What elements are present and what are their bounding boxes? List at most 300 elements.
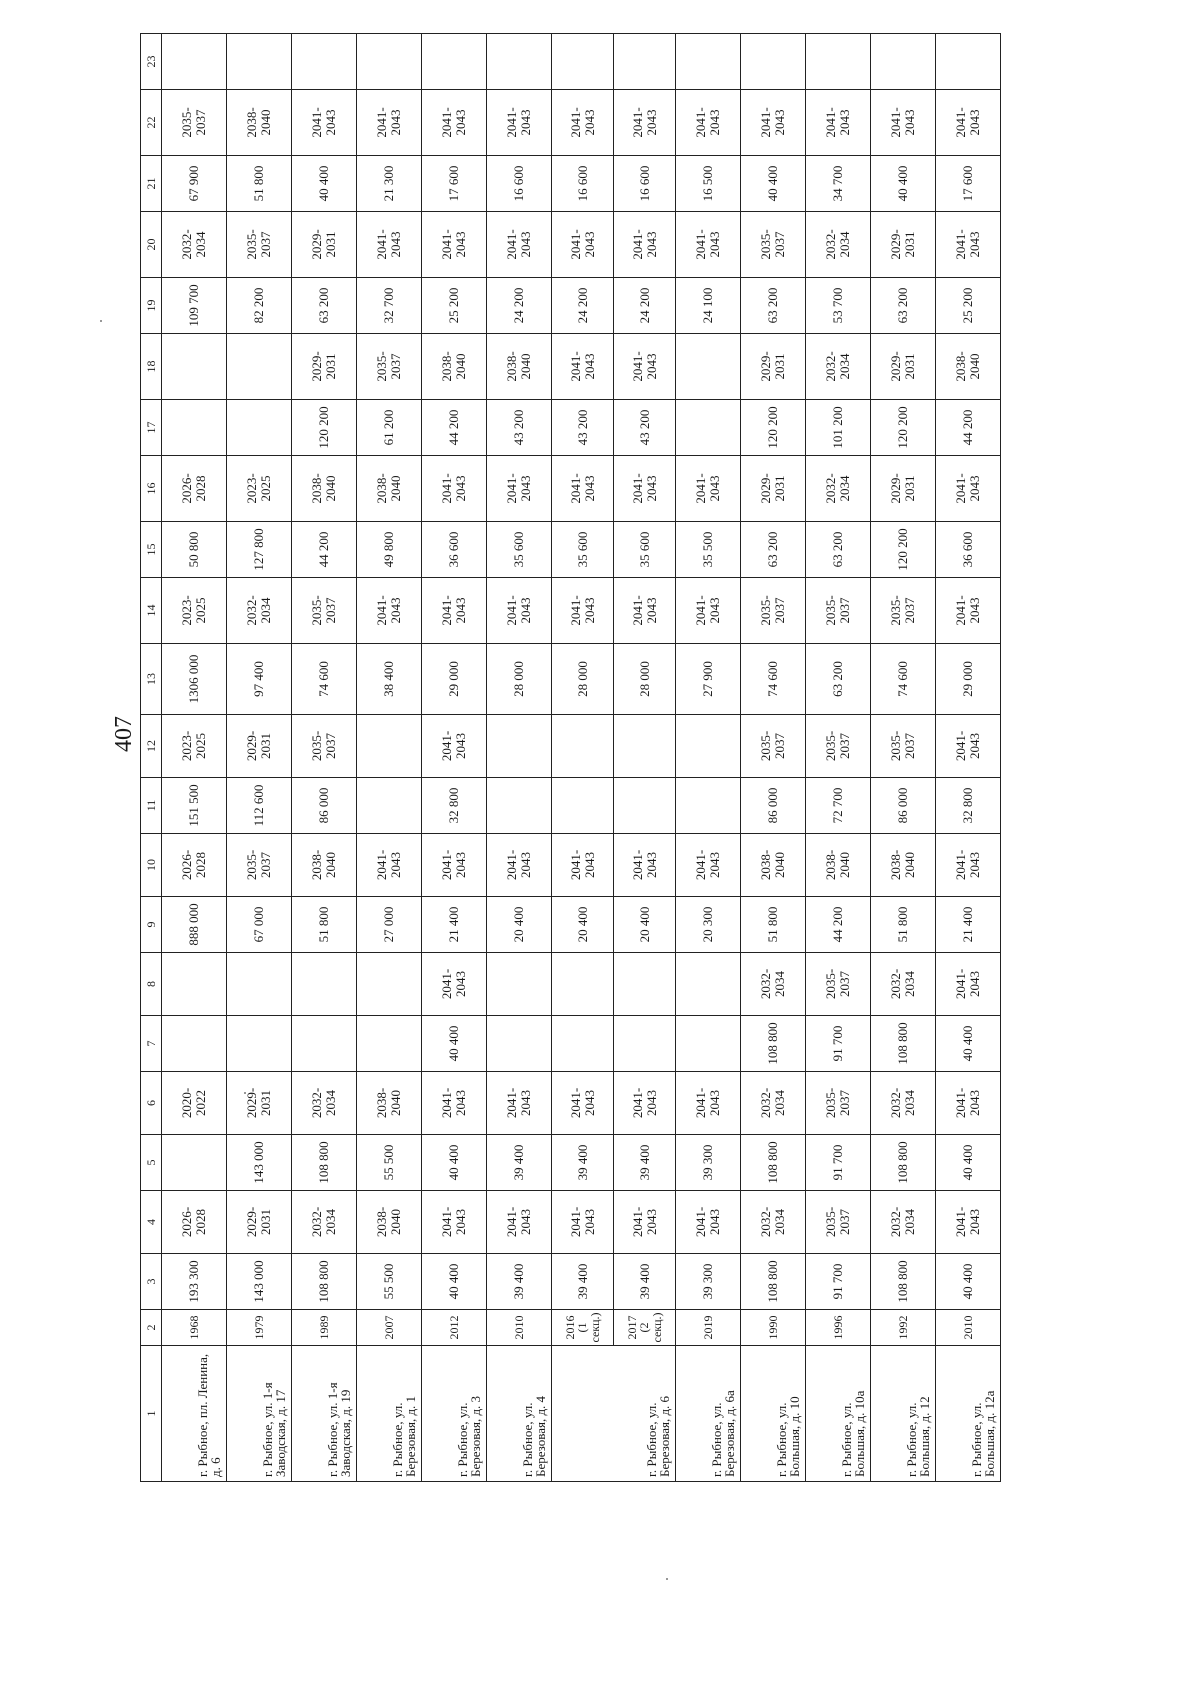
data-cell: 112 600 xyxy=(227,778,292,834)
data-cell: 2041- 2043 xyxy=(487,578,552,644)
data-cell: 39 400 xyxy=(614,1135,676,1191)
data-cell: 2023- 2025 xyxy=(227,456,292,522)
data-cell: 2035- 2037 xyxy=(806,578,871,644)
data-cell: 63 200 xyxy=(806,522,871,578)
data-cell: 55 500 xyxy=(357,1254,422,1310)
data-cell xyxy=(357,715,422,778)
data-cell: 36 600 xyxy=(936,522,1001,578)
data-cell: 91 700 xyxy=(806,1016,871,1072)
data-cell: 2035- 2037 xyxy=(806,715,871,778)
table-row xyxy=(357,34,422,1482)
data-cell xyxy=(552,34,614,90)
column-number: 9 xyxy=(141,897,162,953)
data-cell xyxy=(552,953,614,1016)
data-cell: 2035- 2037 xyxy=(227,834,292,897)
data-cell: 2038- 2040 xyxy=(871,834,936,897)
table-row xyxy=(552,34,614,1482)
data-cell: 61 200 xyxy=(357,400,422,456)
data-cell: 101 200 xyxy=(806,400,871,456)
data-cell xyxy=(676,715,741,778)
data-cell: 2041- 2043 xyxy=(676,1072,741,1135)
column-number: 19 xyxy=(141,278,162,334)
data-cell: 2041- 2043 xyxy=(357,90,422,156)
data-cell: 143 000 xyxy=(227,1135,292,1191)
data-cell: 2029- 2031 xyxy=(227,1191,292,1254)
data-cell: 38 400 xyxy=(357,644,422,715)
data-cell: 39 400 xyxy=(487,1135,552,1191)
data-cell xyxy=(806,34,871,90)
data-cell: 2041- 2043 xyxy=(487,212,552,278)
data-cell: 91 700 xyxy=(806,1254,871,1310)
data-cell: 50 800 xyxy=(162,522,227,578)
data-cell xyxy=(614,778,676,834)
data-cell: 63 200 xyxy=(292,278,357,334)
data-cell: 40 400 xyxy=(871,156,936,212)
data-cell: 143 000 xyxy=(227,1254,292,1310)
column-number: 2 xyxy=(141,1310,162,1346)
data-cell: 2029- 2031 xyxy=(227,1072,292,1135)
column-number: 4 xyxy=(141,1191,162,1254)
data-cell: 40 400 xyxy=(936,1254,1001,1310)
column-number: 18 xyxy=(141,334,162,400)
data-cell: 2041- 2043 xyxy=(422,1072,487,1135)
year-cell: 2007 xyxy=(357,1310,422,1346)
column-number: 6 xyxy=(141,1072,162,1135)
data-cell: 2041- 2043 xyxy=(422,456,487,522)
data-cell: 21 400 xyxy=(936,897,1001,953)
data-cell xyxy=(162,34,227,90)
data-cell: 2035- 2037 xyxy=(806,953,871,1016)
year-cell: 1979 xyxy=(227,1310,292,1346)
data-cell: 2041- 2043 xyxy=(422,953,487,1016)
data-cell: 108 800 xyxy=(871,1254,936,1310)
data-cell xyxy=(162,953,227,1016)
table-row xyxy=(422,34,487,1482)
data-cell: 72 700 xyxy=(806,778,871,834)
data-cell: 39 400 xyxy=(552,1254,614,1310)
data-cell: 24 200 xyxy=(487,278,552,334)
data-cell: 39 300 xyxy=(676,1254,741,1310)
data-cell xyxy=(162,1016,227,1072)
data-cell: 120 200 xyxy=(871,400,936,456)
data-cell: 2038- 2040 xyxy=(806,834,871,897)
year-cell: 2010 xyxy=(936,1310,1001,1346)
data-cell: 2032- 2034 xyxy=(806,212,871,278)
column-number: 7 xyxy=(141,1016,162,1072)
data-cell xyxy=(162,334,227,400)
data-cell: 2041- 2043 xyxy=(487,834,552,897)
data-cell: 74 600 xyxy=(292,644,357,715)
column-number: 16 xyxy=(141,456,162,522)
data-cell: 2041- 2043 xyxy=(422,212,487,278)
data-cell: 40 400 xyxy=(936,1135,1001,1191)
page-number: 407 xyxy=(111,716,137,752)
data-cell: 2038- 2040 xyxy=(357,456,422,522)
data-cell xyxy=(614,953,676,1016)
data-cell: 2032- 2034 xyxy=(741,1072,806,1135)
year-cell: 1990 xyxy=(741,1310,806,1346)
data-cell xyxy=(676,953,741,1016)
year-cell: 2019 xyxy=(676,1310,741,1346)
data-cell: 16 600 xyxy=(487,156,552,212)
data-cell: 53 700 xyxy=(806,278,871,334)
data-cell: 24 200 xyxy=(552,278,614,334)
data-cell: 17 600 xyxy=(936,156,1001,212)
data-cell: 2023- 2025 xyxy=(162,578,227,644)
data-cell: 91 700 xyxy=(806,1135,871,1191)
data-cell: 108 800 xyxy=(871,1016,936,1072)
data-cell: 28 000 xyxy=(552,644,614,715)
data-cell: 2035- 2037 xyxy=(806,1072,871,1135)
address-cell: г. Рыбное, ул. 1-я Заводская, д. 19 xyxy=(292,1346,357,1482)
data-cell: 2035- 2037 xyxy=(871,578,936,644)
year-cell: 1996 xyxy=(806,1310,871,1346)
data-cell: 2032- 2034 xyxy=(806,456,871,522)
data-cell: 63 200 xyxy=(806,644,871,715)
data-cell: 120 200 xyxy=(871,522,936,578)
column-number: 10 xyxy=(141,834,162,897)
address-cell: г. Рыбное, ул. Большая, д. 10а xyxy=(806,1346,871,1482)
year-cell: 1989 xyxy=(292,1310,357,1346)
data-cell: 35 600 xyxy=(552,522,614,578)
data-cell: 32 700 xyxy=(357,278,422,334)
data-cell: 2035- 2037 xyxy=(357,334,422,400)
data-cell: 2041- 2043 xyxy=(552,334,614,400)
data-cell xyxy=(552,715,614,778)
data-cell: 2041- 2043 xyxy=(936,1072,1001,1135)
data-cell: 193 300 xyxy=(162,1254,227,1310)
data-cell: 24 200 xyxy=(614,278,676,334)
year-cell: 2012 xyxy=(422,1310,487,1346)
data-cell: 67 900 xyxy=(162,156,227,212)
data-cell xyxy=(552,778,614,834)
data-cell xyxy=(676,334,741,400)
data-cell xyxy=(227,34,292,90)
data-cell: 86 000 xyxy=(741,778,806,834)
data-cell: 67 000 xyxy=(227,897,292,953)
address-cell: г. Рыбное, ул. 1-я Заводская, д. 17 xyxy=(227,1346,292,1482)
data-cell: 2041- 2043 xyxy=(357,212,422,278)
column-number: 13 xyxy=(141,644,162,715)
data-cell: 2038- 2040 xyxy=(227,90,292,156)
data-cell: 2038- 2040 xyxy=(741,834,806,897)
data-cell: 2041- 2043 xyxy=(806,90,871,156)
data-cell: 2041- 2043 xyxy=(936,953,1001,1016)
data-cell: 2038- 2040 xyxy=(292,834,357,897)
data-cell: 2041- 2043 xyxy=(871,90,936,156)
data-cell: 2041- 2043 xyxy=(552,1072,614,1135)
table-row xyxy=(741,34,806,1482)
table-row xyxy=(806,34,871,1482)
data-cell: 51 800 xyxy=(871,897,936,953)
data-cell xyxy=(487,1016,552,1072)
data-cell: 2035- 2037 xyxy=(227,212,292,278)
data-cell: 74 600 xyxy=(741,644,806,715)
table-row xyxy=(487,34,552,1482)
data-cell xyxy=(357,1016,422,1072)
data-cell: 24 100 xyxy=(676,278,741,334)
data-cell: 16 600 xyxy=(552,156,614,212)
data-cell: 40 400 xyxy=(422,1016,487,1072)
data-cell: 108 800 xyxy=(292,1254,357,1310)
data-cell: 16 500 xyxy=(676,156,741,212)
address-cell: г. Рыбное, пл. Ленина, д. 6 xyxy=(162,1346,227,1482)
data-cell: 55 500 xyxy=(357,1135,422,1191)
data-cell: 2041- 2043 xyxy=(614,1191,676,1254)
data-cell xyxy=(162,1135,227,1191)
data-cell: 16 600 xyxy=(614,156,676,212)
data-cell: 36 600 xyxy=(422,522,487,578)
data-cell: 120 200 xyxy=(292,400,357,456)
data-cell: 108 800 xyxy=(871,1135,936,1191)
data-cell: 2029- 2031 xyxy=(227,715,292,778)
data-cell: 2041- 2043 xyxy=(936,90,1001,156)
data-cell: 2038- 2040 xyxy=(357,1191,422,1254)
data-cell: 2041- 2043 xyxy=(552,834,614,897)
data-cell: 2032- 2034 xyxy=(292,1072,357,1135)
data-cell: 2029- 2031 xyxy=(871,212,936,278)
address-cell: г. Рыбное, ул. Большая, д. 12 xyxy=(871,1346,936,1482)
data-cell: 28 000 xyxy=(614,644,676,715)
address-cell: г. Рыбное, ул. Большая, д. 12а xyxy=(936,1346,1001,1482)
data-cell: 2035- 2037 xyxy=(162,90,227,156)
data-cell: 2041- 2043 xyxy=(614,456,676,522)
data-cell: 39 400 xyxy=(614,1254,676,1310)
data-cell xyxy=(936,34,1001,90)
column-number: 17 xyxy=(141,400,162,456)
data-cell: 63 200 xyxy=(741,522,806,578)
year-cell: 2010 xyxy=(487,1310,552,1346)
data-cell xyxy=(676,778,741,834)
data-cell: 2032- 2034 xyxy=(806,334,871,400)
data-cell xyxy=(292,34,357,90)
data-cell: 2041- 2043 xyxy=(614,90,676,156)
data-cell: 2041- 2043 xyxy=(614,578,676,644)
data-cell: 2041- 2043 xyxy=(936,578,1001,644)
data-cell: 40 400 xyxy=(422,1135,487,1191)
address-cell: г. Рыбное, ул. Березовая, д. 1 xyxy=(357,1346,422,1482)
rotated-table-wrapper xyxy=(140,49,1198,1482)
data-cell: 44 200 xyxy=(806,897,871,953)
data-cell: 63 200 xyxy=(871,278,936,334)
data-cell: 20 400 xyxy=(487,897,552,953)
data-cell: 28 000 xyxy=(487,644,552,715)
data-cell: 2041- 2043 xyxy=(936,456,1001,522)
data-cell: 44 200 xyxy=(422,400,487,456)
data-cell: 2041- 2043 xyxy=(357,578,422,644)
data-cell: 32 800 xyxy=(936,778,1001,834)
data-cell: 2041- 2043 xyxy=(936,212,1001,278)
data-cell: 2032- 2034 xyxy=(871,953,936,1016)
data-cell: 2041- 2043 xyxy=(676,212,741,278)
data-cell: 2032- 2034 xyxy=(871,1072,936,1135)
data-cell xyxy=(422,34,487,90)
data-cell: 44 200 xyxy=(936,400,1001,456)
data-cell: 108 800 xyxy=(292,1135,357,1191)
data-cell: 82 200 xyxy=(227,278,292,334)
data-cell: 35 600 xyxy=(487,522,552,578)
year-cell: 1968 xyxy=(162,1310,227,1346)
data-cell: 109 700 xyxy=(162,278,227,334)
data-cell: 2041- 2043 xyxy=(676,578,741,644)
data-cell: 2041- 2043 xyxy=(614,334,676,400)
data-cell: 2041- 2043 xyxy=(552,1191,614,1254)
data-cell: 63 200 xyxy=(741,278,806,334)
data-cell: 2041- 2043 xyxy=(676,834,741,897)
data-cell: 20 400 xyxy=(552,897,614,953)
data-cell: 21 400 xyxy=(422,897,487,953)
data-cell: 2038- 2040 xyxy=(357,1072,422,1135)
column-number: 8 xyxy=(141,953,162,1016)
data-cell: 29 000 xyxy=(936,644,1001,715)
data-cell xyxy=(871,34,936,90)
data-cell: 108 800 xyxy=(741,1135,806,1191)
data-cell: 51 800 xyxy=(292,897,357,953)
data-cell: 74 600 xyxy=(871,644,936,715)
data-cell: 39 300 xyxy=(676,1135,741,1191)
data-cell: 2041- 2043 xyxy=(357,834,422,897)
data-cell: 44 200 xyxy=(292,522,357,578)
data-cell xyxy=(552,1016,614,1072)
data-cell: 2032- 2034 xyxy=(741,1191,806,1254)
data-cell xyxy=(676,400,741,456)
table-row xyxy=(936,34,1001,1482)
table-row xyxy=(676,34,741,1482)
data-cell xyxy=(357,34,422,90)
data-cell: 2041- 2043 xyxy=(936,715,1001,778)
column-number: 12 xyxy=(141,715,162,778)
data-cell: 2035- 2037 xyxy=(292,715,357,778)
data-cell xyxy=(487,778,552,834)
data-cell: 2032- 2034 xyxy=(227,578,292,644)
data-cell xyxy=(357,778,422,834)
data-cell: 40 400 xyxy=(936,1016,1001,1072)
year-cell: 2016 (1 секц.) xyxy=(552,1310,614,1346)
data-cell: 32 800 xyxy=(422,778,487,834)
column-number: 14 xyxy=(141,578,162,644)
data-cell: 97 400 xyxy=(227,644,292,715)
data-cell xyxy=(614,715,676,778)
data-cell xyxy=(227,400,292,456)
data-cell xyxy=(676,34,741,90)
data-cell: 1306 000 xyxy=(162,644,227,715)
data-cell: 2041- 2043 xyxy=(741,90,806,156)
data-cell: 2029- 2031 xyxy=(871,334,936,400)
data-cell: 20 400 xyxy=(614,897,676,953)
data-cell: 2041- 2043 xyxy=(487,1191,552,1254)
data-cell: 2035- 2037 xyxy=(741,578,806,644)
data-cell: 2032- 2034 xyxy=(871,1191,936,1254)
data-cell: 2035- 2037 xyxy=(292,578,357,644)
data-cell: 34 700 xyxy=(806,156,871,212)
data-cell: 2029- 2031 xyxy=(871,456,936,522)
data-cell: 35 600 xyxy=(614,522,676,578)
data-cell: 2041- 2043 xyxy=(676,456,741,522)
data-cell: 29 000 xyxy=(422,644,487,715)
data-cell: 888 000 xyxy=(162,897,227,953)
data-cell: 2035- 2037 xyxy=(806,1191,871,1254)
data-cell: 2041- 2043 xyxy=(487,90,552,156)
data-cell: 2041- 2043 xyxy=(552,578,614,644)
data-cell: 127 800 xyxy=(227,522,292,578)
data-cell: 2041- 2043 xyxy=(487,1072,552,1135)
data-cell xyxy=(676,1016,741,1072)
table-row xyxy=(292,34,357,1482)
column-number: 20 xyxy=(141,212,162,278)
data-cell: 2035- 2037 xyxy=(741,212,806,278)
table-row xyxy=(227,34,292,1482)
data-cell: 86 000 xyxy=(292,778,357,834)
data-cell: 108 800 xyxy=(741,1254,806,1310)
data-cell: 2041- 2043 xyxy=(422,1191,487,1254)
column-number: 11 xyxy=(141,778,162,834)
data-cell xyxy=(292,1016,357,1072)
data-cell xyxy=(487,953,552,1016)
repair-schedule-table xyxy=(140,33,1001,1482)
data-cell: 43 200 xyxy=(552,400,614,456)
data-cell: 20 300 xyxy=(676,897,741,953)
data-cell: 2041- 2043 xyxy=(292,90,357,156)
address-cell: г. Рыбное, ул. Березовая, д. 4 xyxy=(487,1346,552,1482)
data-cell: 108 800 xyxy=(741,1016,806,1072)
table-row xyxy=(614,34,676,1482)
data-cell xyxy=(487,715,552,778)
column-number: 15 xyxy=(141,522,162,578)
data-cell: 51 800 xyxy=(741,897,806,953)
data-cell: 51 800 xyxy=(227,156,292,212)
data-cell: 2041- 2043 xyxy=(552,456,614,522)
data-cell: 2041- 2043 xyxy=(552,90,614,156)
data-cell: 2038- 2040 xyxy=(936,334,1001,400)
column-number: 21 xyxy=(141,156,162,212)
data-cell: 2026- 2028 xyxy=(162,456,227,522)
data-cell: 2029- 2031 xyxy=(741,456,806,522)
column-number: 1 xyxy=(141,1346,162,1482)
data-cell: 43 200 xyxy=(614,400,676,456)
data-cell: 39 400 xyxy=(487,1254,552,1310)
data-cell: 21 300 xyxy=(357,156,422,212)
data-cell xyxy=(227,334,292,400)
data-cell: 25 200 xyxy=(422,278,487,334)
data-cell: 2041- 2043 xyxy=(676,1191,741,1254)
data-cell: 2041- 2043 xyxy=(422,715,487,778)
data-cell: 27 900 xyxy=(676,644,741,715)
data-cell: 2041- 2043 xyxy=(422,90,487,156)
data-cell: 2029- 2031 xyxy=(292,334,357,400)
data-cell xyxy=(614,1016,676,1072)
address-cell: г. Рыбное, ул. Большая, д. 10 xyxy=(741,1346,806,1482)
year-cell: 2017 (2 секц.) xyxy=(614,1310,676,1346)
data-cell: 2020- 2022 xyxy=(162,1072,227,1135)
data-cell: 120 200 xyxy=(741,400,806,456)
data-cell xyxy=(741,34,806,90)
data-cell: 2041- 2043 xyxy=(676,90,741,156)
data-cell: 2038- 2040 xyxy=(292,456,357,522)
data-cell: 40 400 xyxy=(292,156,357,212)
data-cell: 2035- 2037 xyxy=(871,715,936,778)
data-cell: 86 000 xyxy=(871,778,936,834)
data-cell xyxy=(292,953,357,1016)
table-row xyxy=(871,34,936,1482)
data-cell: 2032- 2034 xyxy=(292,1191,357,1254)
data-cell: 2041- 2043 xyxy=(614,212,676,278)
data-cell: 2029- 2031 xyxy=(741,334,806,400)
data-cell xyxy=(487,34,552,90)
address-cell: г. Рыбное, ул. Березовая, д. 6а xyxy=(676,1346,741,1482)
data-cell: 35 500 xyxy=(676,522,741,578)
data-cell: 2038- 2040 xyxy=(422,334,487,400)
data-cell: 2023- 2025 xyxy=(162,715,227,778)
